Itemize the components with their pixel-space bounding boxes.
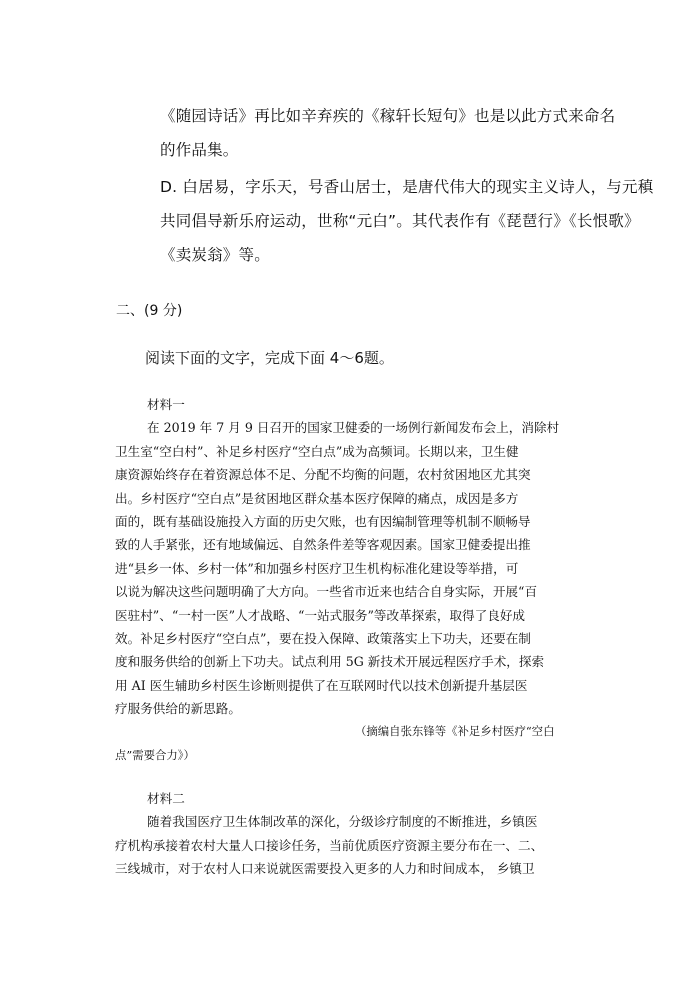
material-title: 材料一 [147, 397, 185, 412]
material-one [115, 393, 585, 767]
text-line: 疗机构承接着农村大量人口接诊任务，当前优质医疗资源主要分布在一、二、 [115, 837, 544, 853]
text-line: 度和服务供给的创新上下功夫。试点利用 5G 新技术开展远程医疗手术，探索 [115, 654, 545, 670]
text-line: 用 AI 医生辅助乡村医生诊断则提供了在互联网时代以技术创新提升基层医 [115, 677, 528, 693]
text-line: 随着我国医疗卫生体制改革的深化，分级诊疗制度的不断推进，乡镇医 [147, 814, 538, 830]
section-instruction: 阅读下面的文字，完成下面 4～6题。 [145, 349, 394, 367]
text-line: 卫生室“空白村”、补足乡村医疗“空白点”成为高频词。长期以来，卫生健 [115, 443, 519, 459]
text-line: 三线城市，对于农村人口来说就医需要投入更多的人力和时间成本， 乡镇卫 [115, 861, 535, 877]
material-two [115, 787, 585, 881]
text-line: 《卖炭翁》等。 [160, 246, 270, 264]
text-line: 效。补足乡村医疗“空白点”，要在投入保障、政策落实上下功夫，还要在制 [115, 630, 531, 646]
text-line: 康资源始终存在着资源总体不足、分配不均衡的问题，农村贫困地区尤其突 [115, 467, 531, 483]
text-line: 面的，既有基础设施投入方面的历史欠账，也有因编制管理等机制不顺畅导 [115, 513, 531, 529]
section-heading: 二、(9 分) [116, 303, 183, 319]
text-line: 以说为解决这些问题明确了大方向。一些省市近来也结合自身实际，开展“百 [115, 584, 538, 600]
text-line: 进“县乡一体、乡村一体”和加强乡村医疗卫生机构标准化建设等举措，可 [115, 560, 519, 576]
material-title: 材料二 [147, 791, 185, 806]
text-line: 疗服务供给的新思路。 [115, 701, 241, 717]
source-citation: （摘编自张东锋等《补足乡村医疗“空白 [355, 724, 555, 739]
text-line: 医驻村”、“一村一医”人才战略、“一站式服务”等改革探索，取得了良好成 [115, 607, 526, 623]
text-line: 在 2019 年 7 月 9 日召开的国家卫健委的一场例行新闻发布会上，消除村 [147, 420, 560, 436]
option-c-continuation [160, 99, 680, 167]
text-line: 共同倡导新乐府运动，世称“元白”。其代表作有《琵琶行》《长恨歌》 [160, 212, 640, 230]
text-line: D. 白居易，字乐天，号香山居士，是唐代伟大的现实主义诗人，与元稹 [160, 178, 654, 196]
option-d [160, 170, 690, 272]
text-line: 《随园诗话》再比如辛弃疾的《稼轩长短句》也是以此方式来命名 [160, 107, 616, 125]
text-line: 致的人手紧张，还有地域偏远、自然条件差等客观因素。国家卫健委提出推 [115, 537, 531, 553]
text-line: 的作品集。 [160, 141, 239, 159]
source-citation: 点”需要合力》） [115, 747, 195, 762]
text-line: 出。乡村医疗“空白点”是贫困地区群众基本医疗保障的痛点，成因是多方 [115, 490, 519, 506]
